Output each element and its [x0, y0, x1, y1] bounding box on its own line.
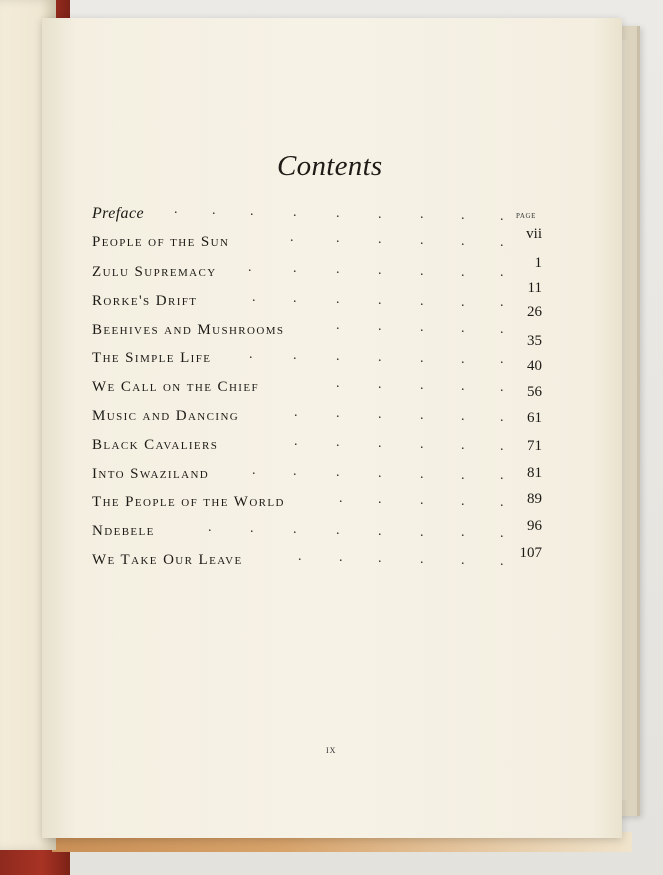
leader-dot: .	[339, 549, 343, 565]
leader-dot: .	[339, 491, 343, 506]
leader-dot: .	[336, 230, 340, 246]
leader-dot: .	[336, 205, 340, 221]
folio-page-number: IX	[326, 746, 337, 755]
leader-dot: .	[293, 347, 297, 363]
toc-entry-page-row	[92, 384, 542, 410]
toc-entry-page: 81	[527, 465, 542, 481]
leader-dot: .	[461, 525, 465, 541]
toc-entry-page: 71	[527, 438, 542, 454]
leader-dot: .	[461, 320, 465, 336]
leader-dot: .	[378, 231, 382, 247]
leader-dot: .	[378, 318, 382, 334]
toc-entry-title: Beehives and Mushrooms	[92, 322, 285, 338]
toc-entry-page-row	[92, 545, 542, 571]
leader-dot: .	[378, 349, 382, 365]
leader-dot: .	[500, 468, 504, 484]
leader-dot: .	[500, 409, 504, 425]
leader-dot: .	[420, 466, 424, 482]
toc-entry-title: Rorke's Drift	[92, 293, 198, 309]
leader-dot: .	[336, 522, 340, 538]
toc-entry-title: We Take Our Leave	[92, 552, 243, 568]
leader-dot: .	[378, 435, 382, 451]
leader-dot: .	[378, 491, 382, 507]
leader-dot: .	[293, 204, 297, 220]
leader-dot: .	[378, 376, 382, 392]
leader-dot: .	[500, 438, 504, 454]
leader-dot: .	[500, 526, 504, 542]
leader-dot: .	[249, 347, 253, 362]
leader-dot: .	[461, 467, 465, 483]
leader-dot: .	[294, 434, 298, 449]
leader-dot: .	[461, 378, 465, 394]
leader-dot: .	[461, 208, 465, 224]
toc-entry-title: Into Swaziland	[92, 466, 210, 482]
leader-dot: .	[293, 260, 297, 276]
leader-dot: .	[378, 465, 382, 481]
leader-dot: .	[174, 202, 178, 217]
leader-dot: .	[212, 202, 216, 218]
leader-dot: .	[500, 352, 504, 368]
leader-dot: .	[500, 379, 504, 395]
toc-entry-title: Zulu Supremacy	[92, 264, 217, 280]
toc-entry-title: Ndebele	[92, 523, 155, 539]
toc-entry-page: 11	[527, 280, 542, 296]
toc-entry-page: 35	[527, 333, 542, 349]
toc-entry-title: We Call on the Chief	[92, 379, 259, 395]
toc-entry-page: 56	[527, 384, 542, 400]
leader-dot: .	[250, 203, 254, 219]
leader-dot: .	[336, 318, 340, 333]
toc-entry-page: 107	[519, 545, 542, 561]
toc-entry-page: 89	[527, 491, 542, 507]
leader-dot: .	[420, 319, 424, 335]
leader-dot: .	[420, 350, 424, 366]
toc-entry-page-row	[92, 435, 542, 464]
leader-dot: .	[500, 321, 504, 337]
leader-dot: .	[336, 261, 340, 277]
toc-entry-page: 40	[527, 358, 542, 374]
leader-dot: .	[208, 520, 212, 535]
leader-dot: .	[293, 463, 297, 479]
leader-dot: .	[336, 348, 340, 364]
leader-dot: .	[378, 262, 382, 278]
leader-dot: .	[420, 492, 424, 508]
leader-dot: .	[420, 207, 424, 223]
leader-dot: .	[420, 232, 424, 248]
toc-entry-title: People of the Sun	[92, 234, 230, 250]
leader-dot: .	[461, 351, 465, 367]
leader-dot: .	[500, 209, 504, 225]
leader-dot: .	[336, 376, 340, 391]
leader-dot: .	[461, 294, 465, 310]
leader-dot: .	[378, 292, 382, 308]
leader-dot: .	[420, 436, 424, 452]
toc-entry-page: 61	[527, 410, 542, 426]
leader-dot: .	[378, 406, 382, 422]
leader-dot: .	[461, 552, 465, 568]
leader-dot: .	[250, 520, 254, 536]
leader-dot: .	[293, 521, 297, 537]
toc-entry-title: The People of the World	[92, 494, 285, 510]
leader-dot: .	[420, 551, 424, 567]
leader-dot: .	[500, 234, 504, 250]
toc-entry-page: vii	[526, 226, 542, 242]
leader-dot: .	[461, 233, 465, 249]
leader-dot: .	[500, 295, 504, 311]
leader-dot: .	[420, 293, 424, 309]
leader-dot: .	[420, 407, 424, 423]
leader-dot: .	[248, 260, 252, 275]
leader-dot: .	[461, 493, 465, 509]
toc-entry-title: Black Cavaliers	[92, 437, 219, 453]
leader-dot: .	[336, 464, 340, 480]
leader-dot: .	[378, 523, 382, 539]
leader-dot: .	[336, 434, 340, 450]
leader-dot: .	[290, 230, 294, 245]
leader-dot: .	[378, 550, 382, 566]
leader-dot: .	[461, 408, 465, 424]
toc-entry-title: Preface	[92, 205, 144, 222]
leader-dot: .	[500, 553, 504, 569]
leader-dot: .	[420, 524, 424, 540]
page-title: Contents	[277, 150, 383, 182]
toc-entry-page-row	[92, 407, 542, 436]
toc-entry-page-row	[92, 491, 542, 517]
toc-entry-page: 26	[527, 304, 542, 320]
leader-dot: .	[336, 291, 340, 307]
toc-entry-title: Music and Dancing	[92, 408, 240, 424]
toc-entry-page-row	[92, 518, 542, 544]
toc-entry-page-row	[92, 465, 542, 491]
leader-dot: .	[336, 405, 340, 421]
leader-dot: .	[500, 265, 504, 281]
leader-dot: .	[294, 405, 298, 420]
toc-entry-title: The Simple Life	[92, 350, 212, 366]
leader-dot: .	[420, 263, 424, 279]
leader-dot: .	[461, 264, 465, 280]
leader-dot: .	[378, 206, 382, 222]
leader-dot: .	[252, 463, 256, 478]
leader-dot: .	[252, 290, 256, 305]
leader-dot: .	[500, 494, 504, 510]
toc-entry-page: 96	[527, 518, 542, 534]
page-column-heading: PAGE	[516, 212, 537, 220]
leader-dot: .	[461, 437, 465, 453]
leader-dot: .	[298, 549, 302, 564]
leader-dot: .	[420, 377, 424, 393]
toc-entry-page: 1	[534, 255, 542, 271]
leader-dot: .	[293, 290, 297, 306]
